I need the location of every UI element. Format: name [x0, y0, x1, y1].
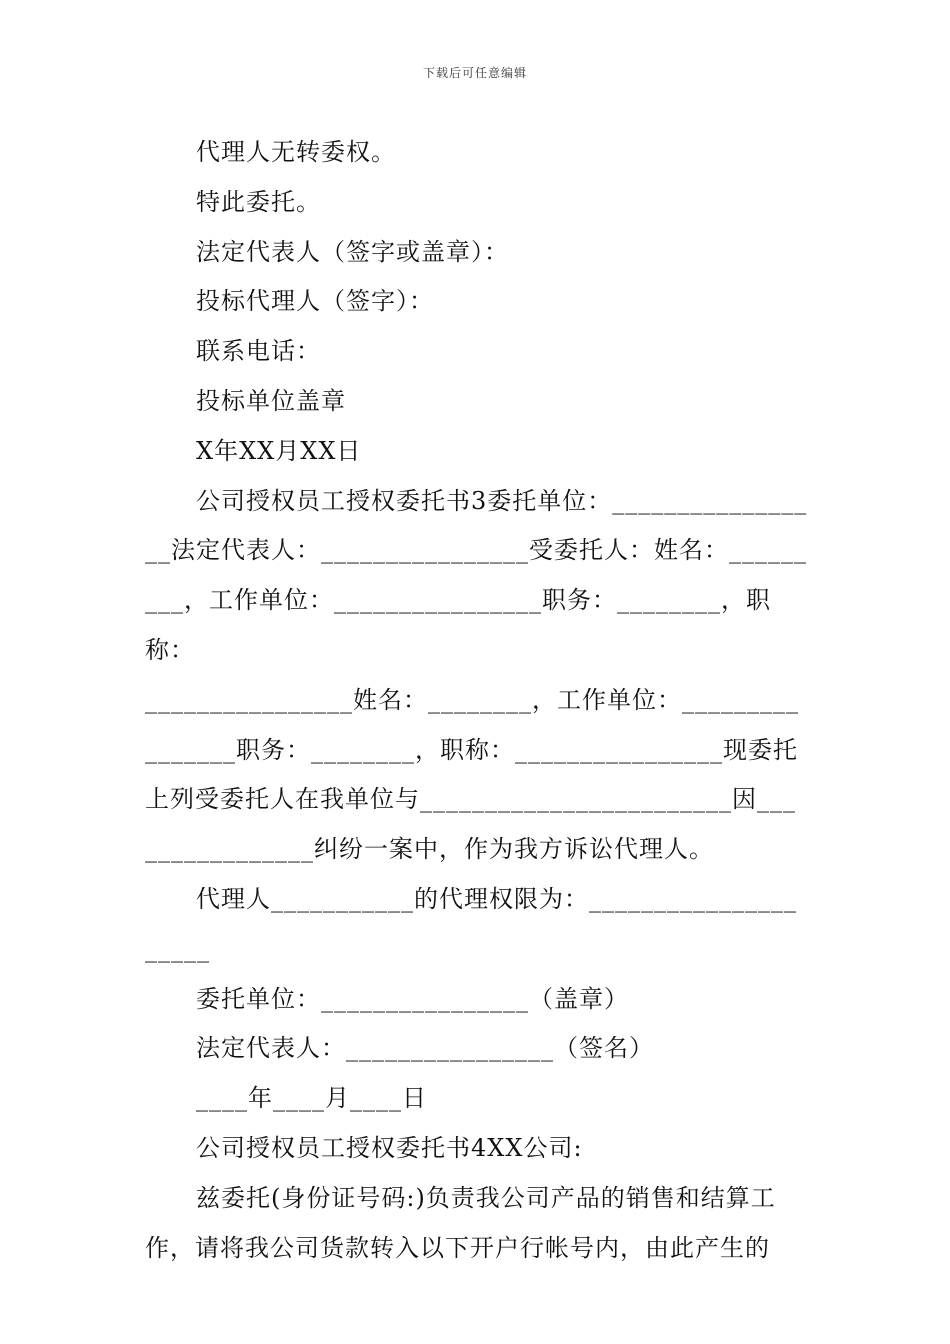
paragraph-contact-phone: 联系电话：	[196, 337, 321, 366]
paragraph-legal-rep-signature: 法定代表人（签字或盖章）：	[196, 237, 509, 266]
paragraph-date: X年XX月XX日	[196, 436, 362, 465]
paragraph-bid-agent-signature: 投标代理人（签字）：	[196, 287, 434, 316]
paragraph-letter3-heading: 公司授权员工授权委托书3委托单位：_______________	[196, 486, 808, 515]
paragraph-letter3-line-a: __法定代表人：________________受委托人：姓名：______	[145, 536, 807, 565]
paragraph-letter4-body-b: 作，请将我公司货款转入以下开户行帐号内，由此产生的	[145, 1233, 770, 1262]
document-body	[145, 128, 810, 1273]
paragraph-letter3-line-f: _____________纠纷一案中，作为我方诉讼代理人。	[145, 835, 714, 864]
paragraph-no-subdelegation: 代理人无转委权。	[196, 138, 396, 166]
paragraph-agent-authority-cont: _____	[145, 934, 210, 963]
paragraph-bidder-seal: 投标单位盖章	[196, 386, 346, 415]
paragraph-letter4-body-a: 兹委托(身份证号码:)负责我公司产品的销售和结算工	[196, 1183, 776, 1212]
paragraph-letter3-line-e: 上列受委托人在我单位与________________________因___	[145, 785, 796, 814]
page-header: 下载后可任意编辑	[422, 66, 527, 80]
paragraph-entrusting-unit-seal: 委托单位：________________（盖章）	[196, 984, 629, 1013]
paragraph-blank-date: ____年____月____日	[196, 1084, 427, 1113]
paragraph-letter3-line-b: ___，工作单位：________________职务：________，职称：	[145, 586, 771, 664]
paragraph-hereby-entrust: 特此委托。	[196, 187, 321, 216]
paragraph-letter3-line-d: _______职务：________，职称：________________现委托	[145, 735, 798, 764]
paragraph-letter4-heading: 公司授权员工授权委托书4XX公司:	[196, 1133, 583, 1162]
paragraph-legal-rep-sign: 法定代表人：________________（签名）	[196, 1034, 654, 1063]
paragraph-letter3-line-c: ________________姓名：________，工作单位：_________	[145, 685, 799, 714]
paragraph-agent-authority: 代理人___________的代理权限为：________________	[196, 884, 797, 913]
